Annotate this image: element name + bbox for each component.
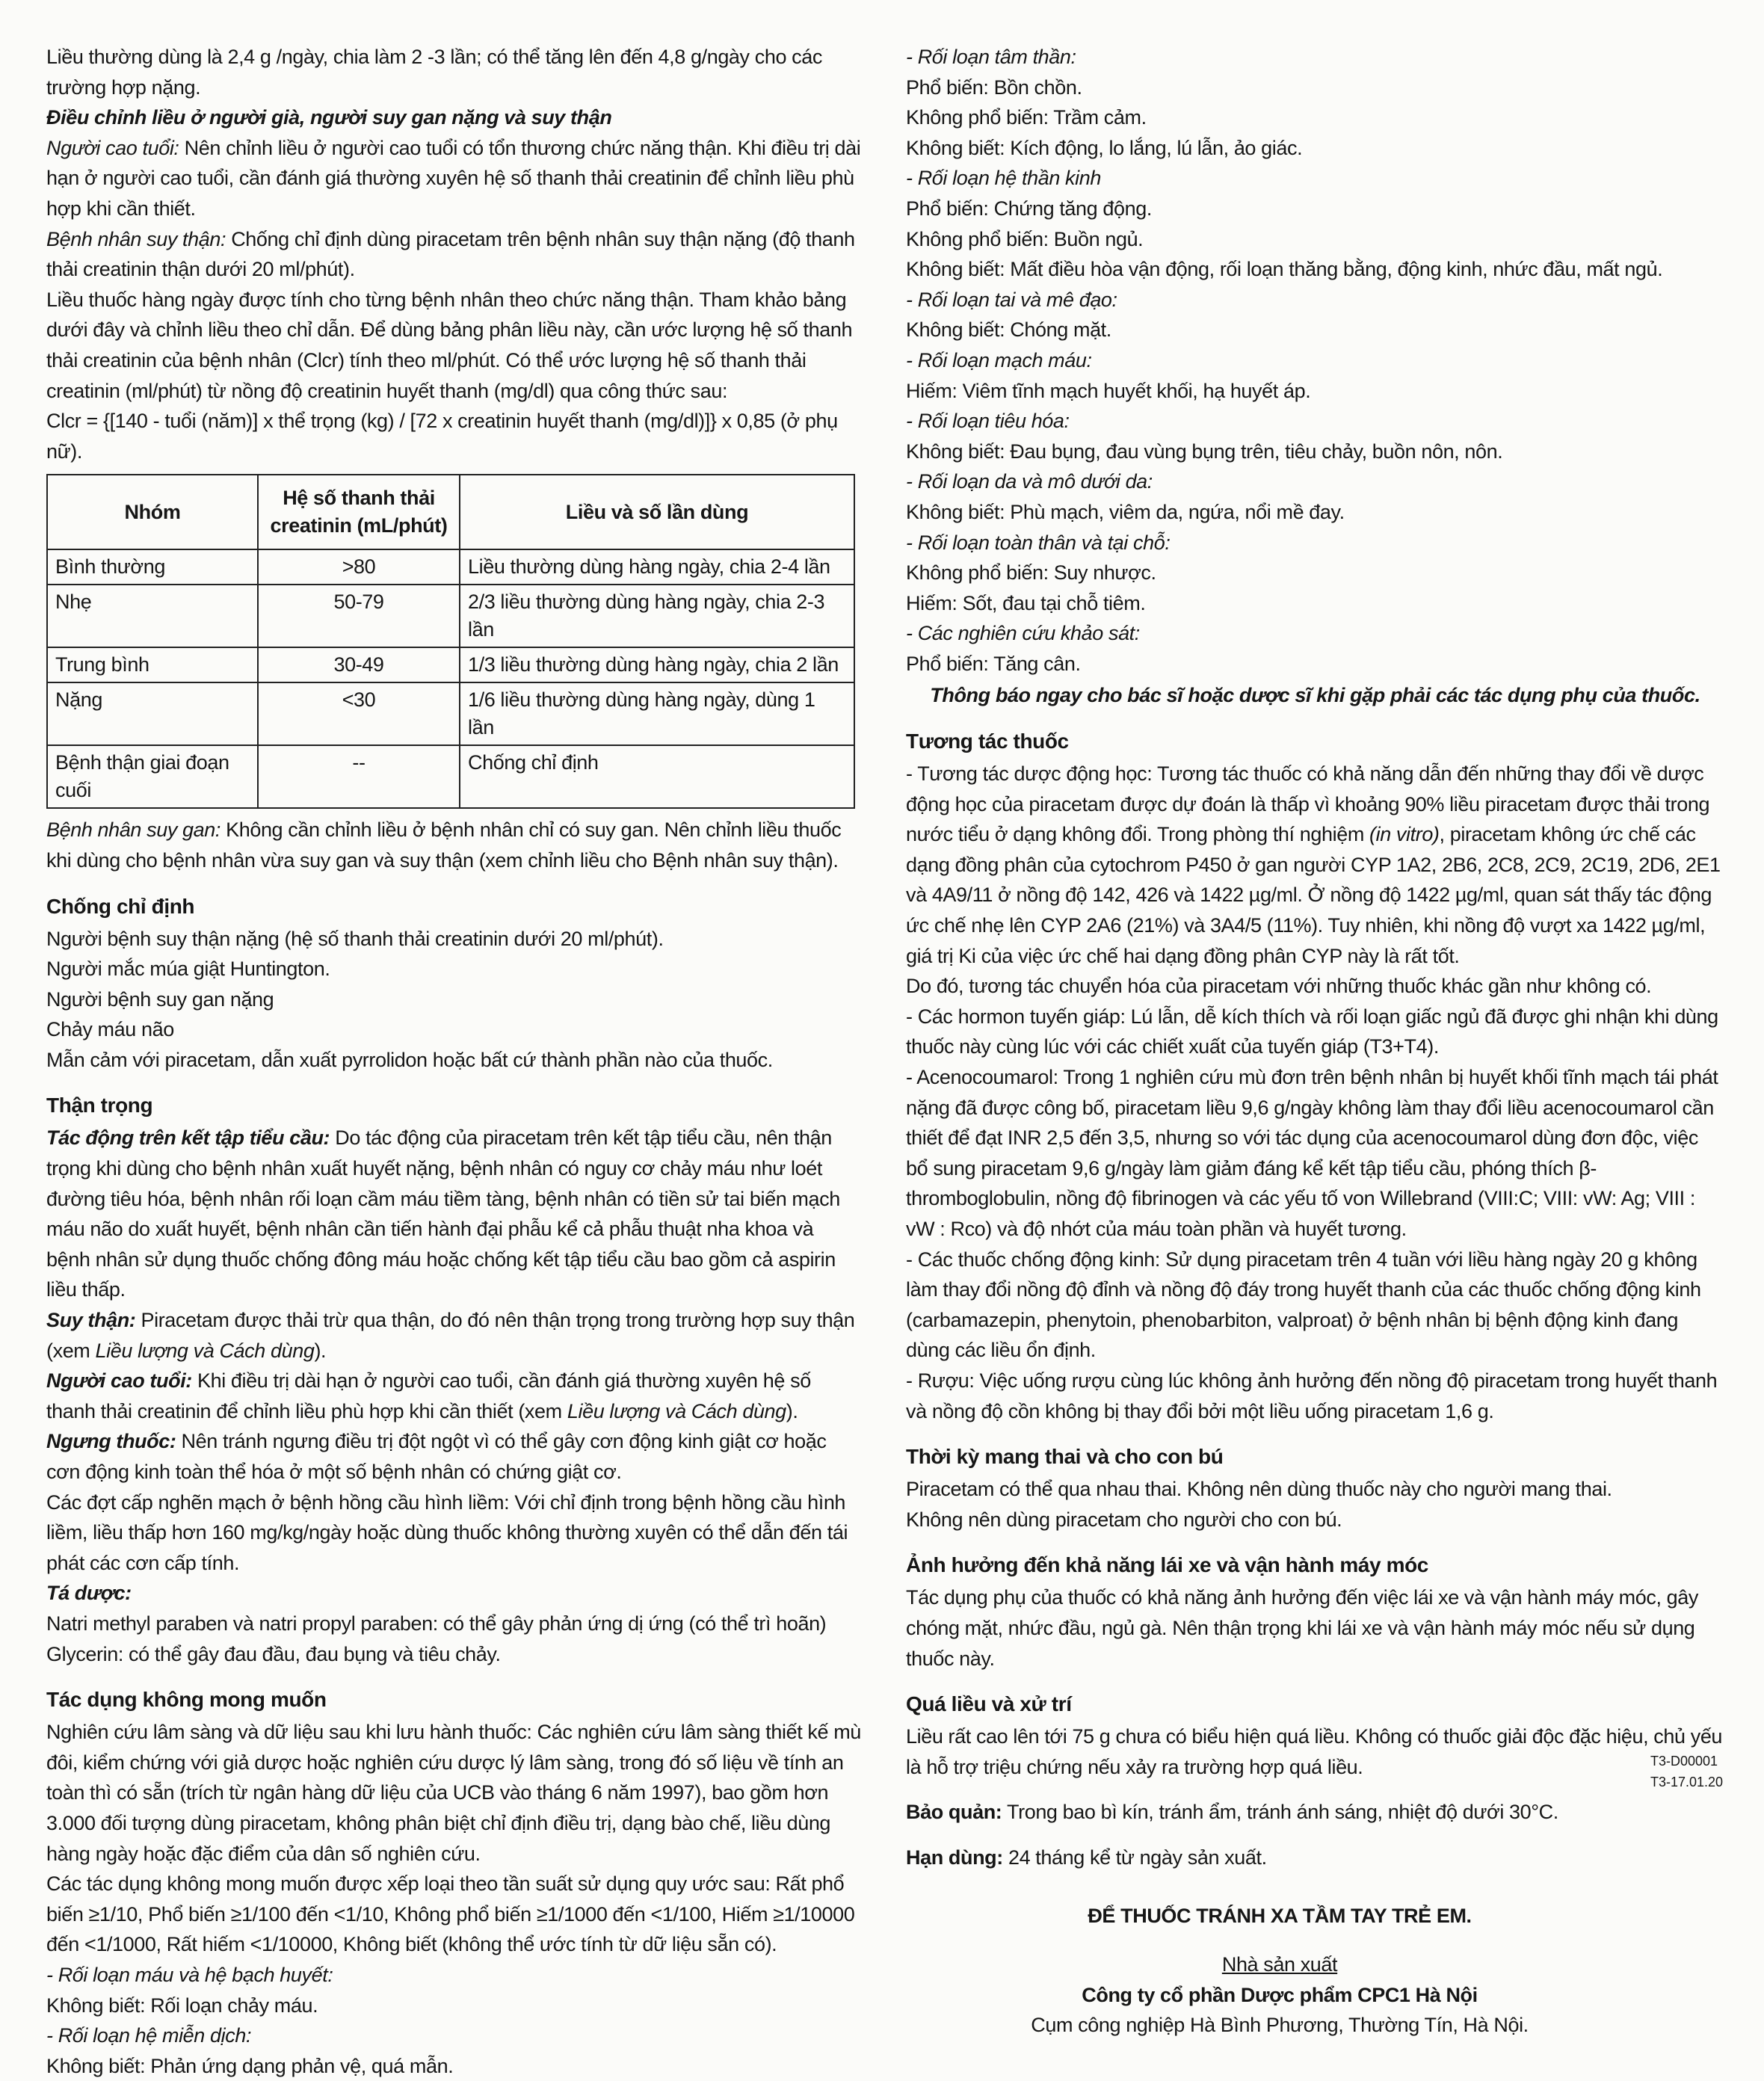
interaction-acenocoumarol: - Acenocoumarol: Trong 1 nghiên cứu mù đơn trên bệnh nhân bị huyết khối tĩnh mạch tái phát nặng đã được công bố, piracetam liều 9,6 g/ngày không làm thay đổi liều acenocoumarol cần thiết để đạt INR 2,5 đến 3,5, nhưng so với tác dụng của acenocoumarol dùng đơn độc, việc bổ sung piracetam 9,6 g/ngày làm giảm đáng kể kết tập tiểu cầu, phóng thích β-thromboglobulin, nồng độ fibrinogen và các yếu tố von Willebrand (VIII:C; VIII: vW: Ag; VIII : vW : Rco) và độ nhớt của máu toàn phần và huyết tương. bbox=[906, 1066, 1718, 1240]
list-item: Không phổ biến: Suy nhược. bbox=[906, 561, 1156, 585]
renal-caution-paragraph: Suy thận: Piracetam được thải trừ qua thận, do đó nên thận trọng trong trường hợp suy thận (xem Liều lượng và Cách dùng). bbox=[46, 1309, 855, 1362]
excipient-label: Tá dược: bbox=[46, 1582, 132, 1605]
hepatic-paragraph bbox=[46, 815, 861, 875]
list-item: Không biết: Kích động, lo lắng, lú lẫn, ảo giác. bbox=[906, 136, 1303, 159]
interaction-metabolic: Do đó, tương tác chuyển hóa của piracetam với những thuốc khác gần như không có. bbox=[906, 975, 1652, 998]
table-row bbox=[47, 585, 854, 647]
list-item: Phổ biến: Bồn chồn. bbox=[906, 75, 1082, 99]
interaction-alcohol: - Rượu: Việc uống rượu cùng lúc không ảnh hưởng đến nồng độ piracetam trong huyết thanh và nồng độ cồn không bị thay đổi bởi một liều uống piracetam 1,6 g. bbox=[906, 1369, 1718, 1422]
neuro-label: - Rối loạn hệ thần kinh bbox=[906, 167, 1101, 190]
elderly-paragraph bbox=[46, 133, 861, 224]
skin-label: - Rối loạn da và mô dưới da: bbox=[906, 470, 1153, 493]
list-item: Không phổ biến: Buồn ngủ. bbox=[906, 227, 1144, 250]
manufacturer-address: Cụm công nghiệp Hà Bình Phương, Thường Tín, Hà Nội. bbox=[1031, 2014, 1529, 2037]
hepatic-text: Không cần chỉnh liều ở bệnh nhân chỉ có suy gan. Nên chỉnh liều thuốc khi dùng cho bệnh nhân vừa suy gan và suy thận (xem chỉnh liều cho Bệnh nhân suy thận). bbox=[46, 818, 842, 872]
row-clearance: 50-79 bbox=[258, 585, 460, 647]
manufacturer-label: Nhà sản xuất bbox=[1221, 1953, 1338, 1976]
list-item: Chảy máu não bbox=[46, 1018, 174, 1041]
excipient-paraben: Natri methyl paraben và natri propyl paraben: có thể gây phản ứng dị ứng (có thể trì hoãn) bbox=[46, 1612, 827, 1635]
manufacturer-name: Công ty cổ phần Dược phẩm CPC1 Hà Nội bbox=[1082, 1983, 1478, 2006]
row-group: Nhẹ bbox=[47, 585, 258, 647]
expiry-label: Hạn dùng: bbox=[906, 1846, 1003, 1869]
driving-title: Ảnh hưởng đến khả năng lái xe và vận hành máy móc bbox=[906, 1553, 1428, 1577]
elderly-caution-text: Khi điều trị dài hạn ở người cao tuổi, cần đánh giá thường xuyên hệ số thanh thải creatinin để chỉnh liều phù hợp khi cần thiết (xem bbox=[46, 1369, 811, 1422]
storage-label: Bảo quản: bbox=[906, 1801, 1002, 1824]
clcr-formula: Clcr = {[140 - tuổi (năm)] x thể trọng (kg) / [72 x creatinin huyết thanh (mg/dl)]} x 0,85 (ở phụ nữ). bbox=[46, 410, 838, 463]
ear-label: - Rối loạn tai và mê đạo: bbox=[906, 288, 1117, 311]
psych-label: - Rối loạn tâm thần: bbox=[906, 46, 1076, 68]
usual-dose: Liều thường dùng là 2,4 g /ngày, chia làm 2 -3 lần; có thể tăng lên đến 4,8 g/ngày cho các trường hợp nặng. bbox=[46, 46, 823, 99]
header-clearance: Hệ số thanh thải creatinin (mL/phút) bbox=[258, 475, 460, 549]
storage-text: Trong bao bì kín, tránh ẩm, tránh ánh sáng, nhiệt độ dưới 30°C. bbox=[1002, 1801, 1558, 1824]
row-clearance: 30-49 bbox=[258, 647, 460, 682]
renal-label: Bệnh nhân suy thận: bbox=[46, 227, 226, 250]
expiry-text: 24 tháng kể từ ngày sản xuất. bbox=[1002, 1846, 1267, 1869]
pregnancy-title: Thời kỳ mang thai và cho con bú bbox=[906, 1445, 1224, 1469]
expiry-paragraph bbox=[906, 1843, 1724, 1873]
manufacturer-block bbox=[906, 1901, 1653, 2040]
renal-caution-text: Piracetam được thải trừ qua thận, do đó nên thận trọng trong trường hợp suy thận (xem bbox=[46, 1309, 855, 1362]
left-column bbox=[46, 42, 861, 2081]
adjust-title: Điều chỉnh liều ở người già, người suy gan nặng và suy thận bbox=[46, 106, 612, 129]
interaction-thyroid: - Các hormon tuyến giáp: Lú lẫn, dễ kích thích và rối loạn giấc ngủ đã được ghi nhận khi dùng thuốc này cùng lúc với các chiết xuất của tuyến giáp (T3+T4). bbox=[906, 1005, 1718, 1058]
table-row bbox=[47, 682, 854, 745]
caution-title: Thận trọng bbox=[46, 1094, 153, 1117]
elderly-caution-ref: Liều lượng và Cách dùng bbox=[567, 1399, 786, 1422]
list-item: Phổ biến: Tăng cân. bbox=[906, 652, 1081, 675]
blood-text: Không biết: Rối loạn chảy máu. bbox=[46, 1994, 318, 2017]
list-item: Hiếm: Viêm tĩnh mạch huyết khối, hạ huyết áp. bbox=[906, 379, 1311, 402]
keep-away-notice: ĐỂ THUỐC TRÁNH XA TẦM TAY TRẺ EM. bbox=[1088, 1905, 1472, 1928]
row-group: Bình thường bbox=[47, 549, 258, 585]
overdose-title: Quá liều và xử trí bbox=[906, 1692, 1072, 1716]
interaction-pk-text-2: , piracetam không ức chế các dạng đồng phân của cytochrom P450 ở gan người CYP 1A2, 2B6, 2C8, 2C9, 2C19, 2D6, 2E1 và 4A9/11 ở nồng độ 142, 426 và 1422 µg/ml. Ở nồng độ 1422 µg/ml, quan sát thấy tác động ức chế nhẹ lên CYP 2A6 (21%) và 3A4/5 (11%). Tuy nhiên, khi nồng độ vượt xa 1422 µg/ml, giá trị Ki của việc ức chế hai dạng đồng phân CYP này là rất tốt. bbox=[906, 823, 1721, 967]
investigation-label: - Các nghiên cứu khảo sát: bbox=[906, 622, 1140, 645]
interaction-pk-text: - Tương tác dược động học: Tương tác thuốc có khả năng dẫn đến những thay đổi về dược động học của piracetam được dự đoán là thấp vì khoảng 90% liều piracetam được thải trong nước tiểu ở dạng không đổi. Trong phòng thí nghiệm bbox=[906, 762, 1710, 846]
adverse-paragraph-2: Các tác dụng không mong muốn được xếp loại theo tần suất sử dụng quy ước sau: Rất phổ biến ≥1/10, Phổ biến ≥1/100 đến <1/10, Không phổ biến ≥1/1000 đến <1/100, Hiếm ≥1/10000 đến <1/1000, Rất hiếm <1/10000, Không biết (không thể ước tính từ dữ liệu sẵn có). bbox=[46, 1872, 855, 1956]
table-row bbox=[47, 647, 854, 682]
elderly-text: Nên chỉnh liều ở người cao tuổi có tổn thương chức năng thận. Khi điều trị dài hạn ở người cao tuổi, cần đánh giá thường xuyên hệ số thanh thải creatinin để chỉnh liều phù hợp khi cần thiết. bbox=[46, 136, 861, 220]
row-group: Bệnh thận giai đoạn cuối bbox=[47, 745, 258, 808]
row-dose: Liều thường dùng hàng ngày, chia 2-4 lần bbox=[460, 549, 854, 585]
platelet-label: Tác động trên kết tập tiểu cầu: bbox=[46, 1126, 330, 1150]
stop-label: Ngưng thuốc: bbox=[46, 1430, 176, 1453]
pregnancy-text-2: Không nên dùng piracetam cho người cho con bú. bbox=[906, 1508, 1342, 1531]
notify-doctor-notice: Thông báo ngay cho bác sĩ hoặc dược sĩ khi gặp phải các tác dụng phụ của thuốc. bbox=[930, 684, 1700, 707]
list-item: Người mắc múa giật Huntington. bbox=[46, 958, 330, 981]
list-item: Mẫn cảm với piracetam, dẫn xuất pyrrolidon hoặc bất cứ thành phần nào của thuốc. bbox=[46, 1048, 773, 1071]
list-item: Không biết: Mất điều hòa vận động, rối loạn thăng bằng, động kinh, nhức đầu, mất ngủ. bbox=[906, 258, 1663, 281]
list-item: Người bệnh suy gan nặng bbox=[46, 987, 274, 1011]
table-row bbox=[47, 549, 854, 585]
excipient-glycerin: Glycerin: có thể gây đau đầu, đau bụng và tiêu chảy. bbox=[46, 1642, 501, 1665]
row-dose: 2/3 liều thường dùng hàng ngày, chia 2-3 lần bbox=[460, 585, 854, 647]
document-codes bbox=[1650, 1751, 1723, 1792]
row-dose: Chống chỉ định bbox=[460, 745, 854, 808]
dose-table-header bbox=[47, 475, 854, 549]
list-item: Không biết: Đau bụng, đau vùng bụng trên, tiêu chảy, buồn nôn, nôn. bbox=[906, 440, 1503, 463]
blood-label: - Rối loạn máu và hệ bạch huyết: bbox=[46, 1963, 333, 1986]
adverse-title: Tác dụng không mong muốn bbox=[46, 1688, 327, 1712]
document-code-1: T3-D00001 bbox=[1650, 1754, 1718, 1769]
daily-dose-paragraph: Liều thuốc hàng ngày được tính cho từng bệnh nhân theo chức năng thận. Tham khảo bảng dưới đây và chỉnh liều theo chỉ dẫn. Để dùng bảng phân liều này, cần ước lượng hệ số thanh thải creatinin của bệnh nhân (Clcr) tính theo ml/phút. Có thể ước lượng hệ số thanh thải creatinin (ml/phút) từ nồng độ creatinin huyết thanh (mg/dl) qua công thức sau: bbox=[46, 288, 853, 402]
immune-text: Không biết: Phản ứng dạng phản vệ, quá mẫn. bbox=[46, 2054, 454, 2077]
document-code-2: T3-17.01.20 bbox=[1650, 1775, 1724, 1789]
platelet-paragraph bbox=[46, 1123, 861, 1305]
interaction-antiepileptic: - Các thuốc chống động kinh: Sử dụng piracetam trên 4 tuần với liều hàng ngày 20 g không làm thay đổi nồng độ đỉnh và nồng độ đáy trong huyết thanh của các thuốc chống động kinh (carbamazepin, phenytoin, phenobarbiton, valproat) ở bệnh nhân bị bệnh động kinh đang dùng các liều ổn định. bbox=[906, 1248, 1701, 1362]
driving-text: Tác dụng phụ của thuốc có khả năng ảnh hưởng đến việc lái xe và vận hành máy móc, gây chóng mặt, nhức đầu, ngủ gà. Nên thận trọng khi lái xe và vận hành máy móc nếu sử dụng thuốc này. bbox=[906, 1586, 1698, 1670]
list-item: Người bệnh suy thận nặng (hệ số thanh thải creatinin dưới 20 ml/phút). bbox=[46, 927, 664, 950]
header-group: Nhóm bbox=[47, 475, 258, 549]
hepatic-label: Bệnh nhân suy gan: bbox=[46, 818, 220, 842]
elderly-label: Người cao tuổi: bbox=[46, 136, 179, 159]
immune-label: - Rối loạn hệ miễn dịch: bbox=[46, 2024, 252, 2047]
row-clearance: -- bbox=[258, 745, 460, 808]
row-dose: 1/6 liều thường dùng hàng ngày, dùng 1 lần bbox=[460, 682, 854, 745]
table-row bbox=[47, 745, 854, 808]
list-item: Phổ biến: Chứng tăng động. bbox=[906, 197, 1152, 220]
platelet-text: Do tác động của piracetam trên kết tập tiểu cầu, nên thận trọng khi dùng cho bệnh nhân xuất huyết nặng, bệnh nhân có nguy cơ chảy máu như loét đường tiêu hóa, bệnh nhân rối loạn cầm máu tiềm tàng, bệnh nhân có tiền sử tai biến mạch máu não do xuất huyết, bệnh nhân cần tiến hành đại phẫu kể cả phẫu thuật nha khoa và bệnh nhân sử dụng thuốc chống đông máu hoặc chống kết tập tiểu cầu bao gồm cả aspirin liều thấp. bbox=[46, 1126, 840, 1301]
renal-caution-label: Suy thận: bbox=[46, 1309, 136, 1332]
interaction-pk-paragraph bbox=[906, 759, 1724, 971]
list-item: Không biết: Chóng mặt. bbox=[906, 318, 1111, 342]
row-group: Trung bình bbox=[47, 647, 258, 682]
dose-table bbox=[46, 474, 855, 809]
list-item: Hiếm: Sốt, đau tại chỗ tiêm. bbox=[906, 591, 1146, 614]
renal-caution-ref: Liều lượng và Cách dùng bbox=[95, 1339, 315, 1362]
adverse-paragraph-1: Nghiên cứu lâm sàng và dữ liệu sau khi lưu hành thuốc: Các nghiên cứu lâm sàng thiết kế mù đôi, kiểm chứng với giả dược hoặc nghiên cứu dược lý lâm sàng, trong đó số liệu về tính an toàn thì có sẵn (trích từ ngân hàng dữ liệu của UCB vào tháng 6 năm 1997), bao gồm hơn 3.000 đối tượng dùng piracetam, không phân biệt chỉ định điều trị, dạng bào chế, liều dùng hàng ngày hoặc đặc điểm của dân số nghiên cứu. bbox=[46, 1721, 861, 1865]
general-label: - Rối loạn toàn thân và tại chỗ: bbox=[906, 531, 1171, 554]
sickle-paragraph: Các đợt cấp nghẽn mạch ở bệnh hồng cầu hình liềm: Với chỉ định trong bệnh hồng cầu hình liềm, liều thấp hơn 160 mg/kg/ngày hoặc dùng thuốc không thường xuyên có thể dẫn đến tái phát các cơn cấp tính. bbox=[46, 1490, 848, 1574]
in-vitro-term: (in vitro) bbox=[1369, 823, 1440, 846]
row-clearance: >80 bbox=[258, 549, 460, 585]
stop-text: Nên tránh ngưng điều trị đột ngột vì có thể gây cơn động kinh giật cơ hoặc cơn động kinh toàn thể hóa ở một số bệnh nhân có chứng giật cơ. bbox=[46, 1430, 827, 1483]
renal-text: Chống chỉ định dùng piracetam trên bệnh nhân suy thận nặng (độ thanh thải creatinin thận dưới 20 ml/phút). bbox=[46, 227, 855, 281]
pregnancy-text-1: Piracetam có thể qua nhau thai. Không nên dùng thuốc này cho người mang thai. bbox=[906, 1478, 1612, 1501]
elderly-caution-paragraph: Người cao tuổi: Khi điều trị dài hạn ở người cao tuổi, cần đánh giá thường xuyên hệ số thanh thải creatinin để chỉnh liều phù hợp khi cần thiết (xem Liều lượng và Cách dùng). bbox=[46, 1369, 811, 1422]
overdose-text: Liều rất cao lên tới 75 g chưa có biểu hiện quá liều. Không có thuốc giải độc đặc hiệu, chủ yếu là hỗ trợ triệu chứng nếu xảy ra trường hợp quá liều. bbox=[906, 1725, 1723, 1778]
header-dose: Liều và số lần dùng bbox=[460, 475, 854, 549]
gi-label: - Rối loạn tiêu hóa: bbox=[906, 410, 1070, 433]
elderly-caution-label: Người cao tuổi: bbox=[46, 1369, 192, 1393]
row-clearance: <30 bbox=[258, 682, 460, 745]
list-item: Không phổ biến: Trầm cảm. bbox=[906, 106, 1147, 129]
list-item: Không biết: Phù mạch, viêm da, ngứa, nổi mề đay. bbox=[906, 500, 1345, 523]
row-dose: 1/3 liều thường dùng hàng ngày, chia 2 lần bbox=[460, 647, 854, 682]
contraindication-title: Chống chỉ định bbox=[46, 894, 195, 918]
vascular-label: - Rối loạn mạch máu: bbox=[906, 348, 1092, 372]
renal-paragraph bbox=[46, 224, 861, 285]
row-group: Nặng bbox=[47, 682, 258, 745]
right-column bbox=[906, 42, 1724, 2041]
interaction-title: Tương tác thuốc bbox=[906, 730, 1069, 753]
stop-paragraph bbox=[46, 1426, 861, 1487]
storage-paragraph bbox=[906, 1797, 1724, 1828]
